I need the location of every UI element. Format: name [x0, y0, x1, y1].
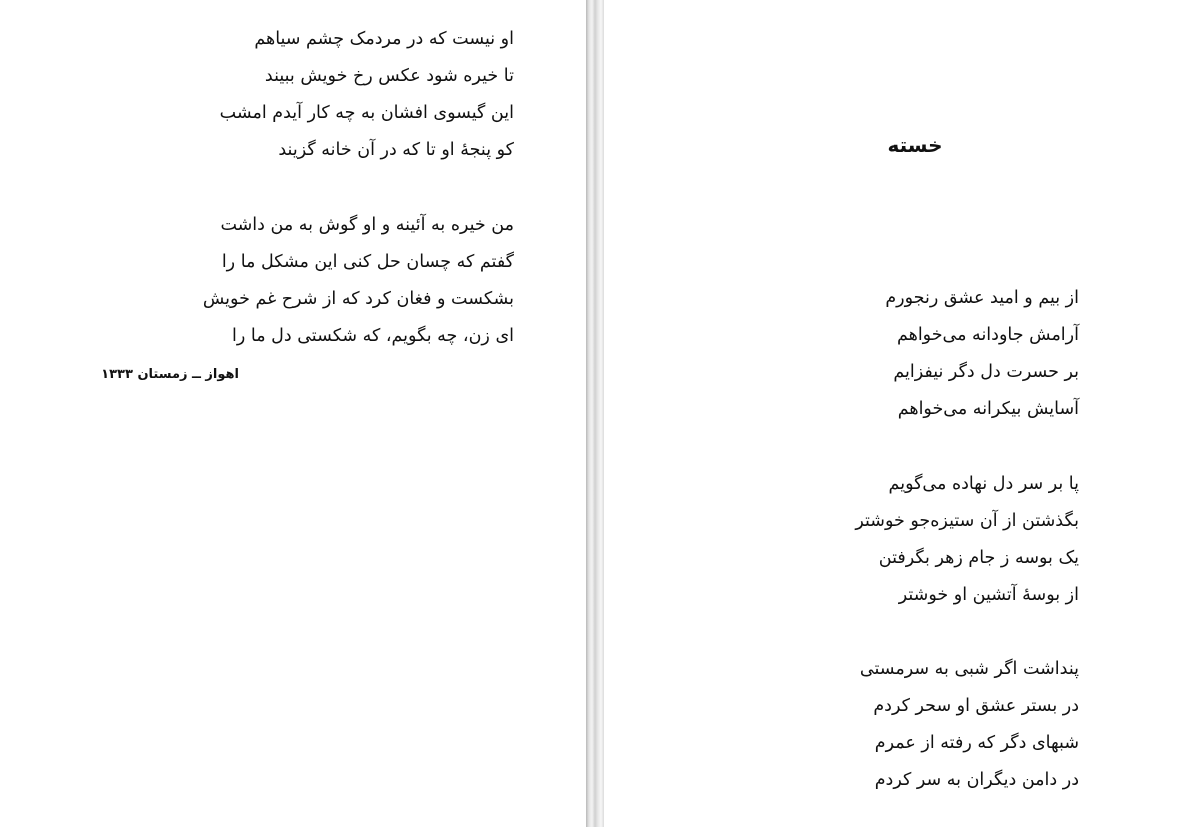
poem-line: از بیم و امید عشق رنجورم: [885, 288, 1079, 308]
poem-title: خسته: [887, 133, 943, 157]
poem-line: شبهای دگر که رفته از عمرم: [874, 733, 1079, 753]
poem-line: در بستر عشق او سحر کردم: [873, 696, 1079, 716]
poem-line: ای زن، چه بگویم، که شکستی دل ما را: [232, 326, 514, 346]
poem-line: کو پنجهٔ او تا که در آن خانه گزیند: [278, 140, 514, 160]
poem-line: آرامش جاودانه می‌خواهم: [896, 325, 1079, 345]
poem-line: یک بوسه ز جام زهر بگرفتن: [878, 548, 1079, 568]
poem-line: این گیسوی افشان به چه کار آیدم امشب: [219, 103, 514, 123]
poem-line: من خیره به آئینه و او گوش به من داشت: [220, 215, 514, 235]
poem-signature: اهواز ــ زمستان ۱۳۳۳: [101, 367, 239, 382]
poem-line: او نیست که در مردمک چشم سیاهم: [254, 29, 514, 49]
left-page: [0, 0, 586, 827]
poem-line: پا بر سر دل نهاده می‌گویم: [888, 474, 1079, 494]
stanza: [885, 280, 1079, 428]
poem-line: تا خیره شود عکس رخ خویش ببیند: [264, 66, 514, 86]
poem-line: بگذشتن از آن ستیزه‌جو خوشتر: [855, 511, 1079, 531]
poem-line: آسایش بیکرانه می‌خواهم: [897, 399, 1079, 419]
stanza: [220, 21, 514, 169]
poem-line: گفتم که چسان حل کنی این مشکل ما را: [221, 252, 514, 272]
right-page: [604, 0, 1191, 827]
poem-line: از بوسهٔ آتشین او خوشتر: [898, 585, 1079, 605]
poem-line: پنداشت اگر شبی به سرمستی: [859, 659, 1079, 679]
book-gutter: [586, 0, 604, 827]
stanza: [860, 651, 1079, 799]
poem-line: بشکست و فغان کرد که از شرح غم خویش: [202, 289, 514, 309]
stanza: [855, 466, 1079, 614]
poem-line: در دامن دیگران به سر کردم: [874, 770, 1079, 790]
poem-line: بر حسرت دل دگر نیفزایم: [893, 362, 1079, 382]
stanza: [203, 207, 514, 355]
